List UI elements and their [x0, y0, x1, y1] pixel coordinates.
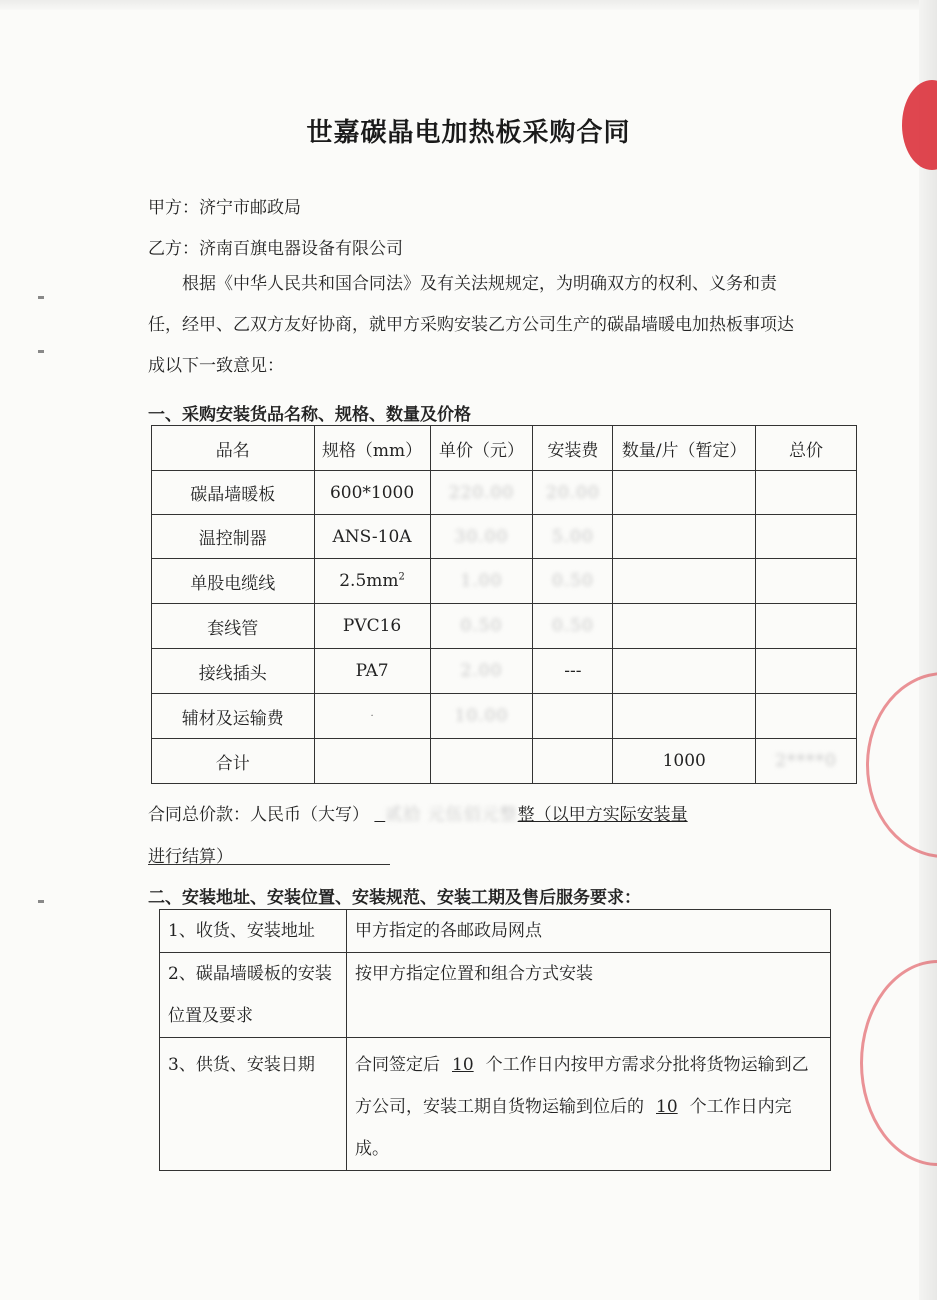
- item-total: [756, 471, 857, 515]
- term-value: 甲方指定的各邮政局网点: [347, 910, 831, 953]
- item-price: [430, 694, 533, 739]
- blurred-price: 30.00: [454, 526, 509, 547]
- total-amount-underline: [374, 805, 687, 825]
- term-text: 个工作日内按甲方需求分批将货物运输到乙方公司，安装工期自货物运输到位后的: [355, 1055, 809, 1117]
- item-spec: ANS-10A: [314, 515, 430, 559]
- superscript: 2: [398, 571, 405, 583]
- table-row: [160, 910, 831, 953]
- intro-paragraph: [148, 264, 798, 387]
- table-header-row: [152, 426, 857, 471]
- binding-mark: [38, 900, 44, 903]
- item-install-fee: ---: [533, 649, 613, 694]
- item-spec: PA7: [314, 649, 430, 694]
- item-name: 碳晶墙暖板: [152, 471, 315, 515]
- filled-days: 10: [452, 1055, 474, 1075]
- item-name: 合计: [152, 739, 315, 784]
- item-install-fee: [533, 604, 613, 649]
- company-seal-stamp: [866, 672, 937, 858]
- item-spec: [314, 559, 430, 604]
- table-row: [160, 1038, 831, 1171]
- item-install-fee: [533, 694, 613, 739]
- company-seal-stamp: [860, 960, 937, 1166]
- table-total-row: [152, 739, 857, 784]
- item-name: 套线管: [152, 604, 315, 649]
- table-row: [152, 604, 857, 649]
- section-1-heading: 一、采购安装货品名称、规格、数量及价格: [148, 405, 471, 425]
- blurred-price: 1.00: [460, 571, 503, 591]
- item-install-fee: [533, 471, 613, 515]
- item-spec: PVC16: [314, 604, 430, 649]
- party-b: 乙方：济南百旗电器设备有限公司: [148, 239, 403, 259]
- item-spec: ·: [314, 694, 430, 739]
- table-row: [152, 649, 857, 694]
- item-install-fee: [533, 559, 613, 604]
- item-total: [756, 649, 857, 694]
- blurred-install-fee: 5.00: [551, 526, 594, 547]
- item-spec: [314, 739, 430, 784]
- item-price: [430, 515, 533, 559]
- item-install-fee: [533, 739, 613, 784]
- binding-mark: [38, 350, 44, 353]
- header-cell: 单价（元）: [430, 426, 533, 471]
- items-table: [151, 425, 857, 784]
- term-value: [347, 1038, 831, 1171]
- intro-text: 根据《中华人民共和国合同法》及有关法规规定，为明确双方的权利、义务和责任，经甲、乙双方友好协商，就甲方采购安装乙方公司生产的碳晶墙暖电加热板事项达成以下一致意见：: [148, 274, 794, 376]
- term-text: 合同签定后: [355, 1055, 440, 1075]
- party-a: 甲方：济宁市邮政局: [148, 198, 301, 218]
- header-cell: 规格（mm）: [314, 426, 430, 471]
- table-row: [160, 953, 831, 1038]
- item-spec: 600*1000: [314, 471, 430, 515]
- contract-title: 世嘉碳晶电加热板采购合同: [306, 118, 631, 148]
- item-name: 辅材及运输费: [152, 694, 315, 739]
- term-text: 个工作日内完成。: [355, 1097, 792, 1159]
- item-total: [756, 515, 857, 559]
- total-label: 合同总价款：人民币（大写）: [148, 805, 369, 825]
- term-key: 2、碳晶墙暖板的安装位置及要求: [160, 953, 347, 1038]
- item-name: 单股电缆线: [152, 559, 315, 604]
- blurred-total: 2****0: [775, 751, 837, 771]
- item-price: [430, 604, 533, 649]
- term-key: 1、收货、安装地址: [160, 910, 347, 953]
- item-price: [430, 559, 533, 604]
- blurred-install-fee: 0.50: [551, 571, 594, 591]
- item-price: [430, 471, 533, 515]
- item-qty: [613, 694, 756, 739]
- blurred-install-fee: 20.00: [546, 482, 600, 503]
- section-2-heading: 二、安装地址、安装位置、安装规范、安装工期及售后服务要求：: [148, 888, 641, 908]
- settle-text: 进行结算）: [148, 847, 233, 867]
- blurred-price: 10.00: [454, 706, 509, 726]
- item-price: [430, 739, 533, 784]
- term-value: 按甲方指定位置和组合方式安装: [347, 953, 831, 1038]
- item-name: 温控制器: [152, 515, 315, 559]
- header-cell: 数量/片（暂定）: [613, 426, 756, 471]
- binding-mark: [38, 296, 44, 299]
- item-total: [756, 739, 857, 784]
- table-row: [152, 559, 857, 604]
- blurred-install-fee: 0.50: [551, 616, 594, 636]
- table-row: [152, 515, 857, 559]
- blurred-total-amount: 贰拾 元伍佰元整: [385, 805, 518, 825]
- item-total: [756, 694, 857, 739]
- total-suffix: 整（以甲方实际安装量: [517, 805, 688, 825]
- blurred-price: 220.00: [448, 482, 515, 503]
- item-qty: 1000: [613, 739, 756, 784]
- item-name: 接线插头: [152, 649, 315, 694]
- item-qty: [613, 559, 756, 604]
- spec-text: 2.5mm: [339, 571, 399, 591]
- term-key: 3、供货、安装日期: [160, 1038, 347, 1171]
- item-total: [756, 559, 857, 604]
- page-edge-top: [0, 0, 937, 10]
- table-row: [152, 694, 857, 739]
- filled-days: 10: [656, 1097, 678, 1117]
- settle-underline: [148, 864, 390, 865]
- header-cell: 品名: [152, 426, 315, 471]
- item-price: [430, 649, 533, 694]
- header-cell: 总价: [756, 426, 857, 471]
- item-qty: [613, 649, 756, 694]
- item-qty: [613, 604, 756, 649]
- item-install-fee: [533, 515, 613, 559]
- item-qty: [613, 471, 756, 515]
- header-cell: 安装费: [533, 426, 613, 471]
- item-total: [756, 604, 857, 649]
- blurred-price: 2.00: [460, 661, 503, 681]
- table-row: [152, 471, 857, 515]
- terms-table: [159, 909, 831, 1171]
- contract-total: [148, 800, 688, 825]
- item-qty: [613, 515, 756, 559]
- blurred-price: 0.50: [460, 616, 503, 636]
